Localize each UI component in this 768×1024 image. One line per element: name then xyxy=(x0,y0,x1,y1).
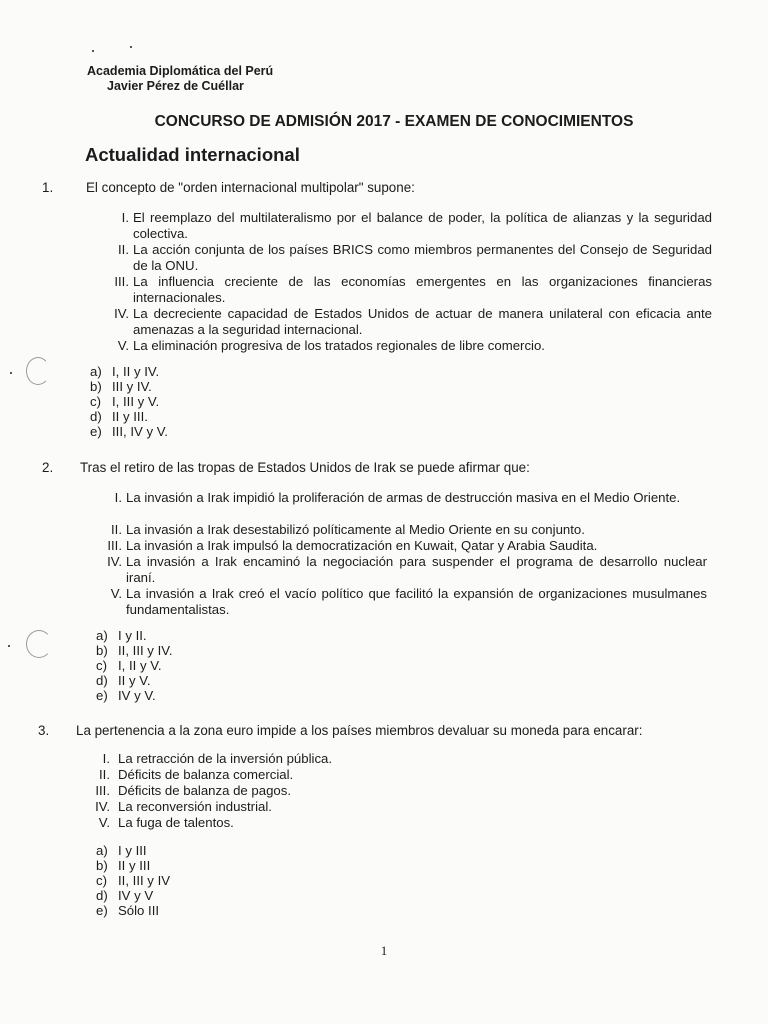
statement xyxy=(88,767,488,783)
statement-numeral: V. xyxy=(117,338,129,353)
option-letter: c) xyxy=(96,873,107,888)
statement-list xyxy=(100,490,707,618)
answer-option[interactable] xyxy=(90,394,168,409)
question-text: La pertenencia a la zona euro impide a los países miembros devaluar su moneda para encarar: xyxy=(76,723,643,738)
statement-numeral: I. xyxy=(102,751,110,766)
statement-text: La invasión a Irak impulsó la democratización en Kuwait, Qatar y Arabia Saudita. xyxy=(126,538,598,553)
statement-numeral: I. xyxy=(114,490,122,505)
option-text: Sólo III xyxy=(118,903,160,918)
option-letter: d) xyxy=(90,409,102,424)
answer-option[interactable] xyxy=(96,843,170,858)
statement xyxy=(107,338,712,354)
statement-numeral: IV. xyxy=(95,799,110,814)
answer-option[interactable] xyxy=(96,673,172,688)
answer-option[interactable] xyxy=(96,903,170,918)
option-text: I y II. xyxy=(118,628,147,643)
option-letter: d) xyxy=(96,888,108,903)
statement xyxy=(107,242,712,274)
answer-option[interactable] xyxy=(96,873,170,888)
section-title: Actualidad internacional xyxy=(85,144,300,165)
option-letter: d) xyxy=(96,673,108,688)
statement-text: La influencia creciente de las economías emergentes en las organizaciones financieras internacionales. xyxy=(133,274,712,305)
option-text: III, IV y V. xyxy=(112,424,168,439)
statement-numeral: V. xyxy=(110,586,122,601)
option-text: IV y V xyxy=(118,888,154,903)
answer-option[interactable] xyxy=(90,409,168,424)
answer-option[interactable] xyxy=(96,858,170,873)
statement xyxy=(88,751,488,767)
option-letter: e) xyxy=(96,903,108,918)
option-letter: b) xyxy=(96,858,108,873)
statement-text: La invasión a Irak impidió la proliferación de armas de destrucción masiva en el Medio Oriente. xyxy=(126,490,681,505)
answer-options xyxy=(90,364,168,439)
statement xyxy=(100,490,707,522)
answer-option[interactable] xyxy=(96,888,170,903)
option-text: I, II y V. xyxy=(118,658,162,673)
question-number: 1. xyxy=(42,180,54,195)
statement-text: Déficits de balanza de pagos. xyxy=(118,783,292,798)
answer-option[interactable] xyxy=(96,658,172,673)
statement-text: Déficits de balanza comercial. xyxy=(118,767,294,782)
institution-subname: Javier Pérez de Cuéllar xyxy=(107,79,244,93)
answer-option[interactable] xyxy=(90,424,168,439)
statement xyxy=(88,783,488,799)
statement-numeral: I. xyxy=(121,210,129,225)
option-letter: b) xyxy=(96,643,108,658)
option-text: I, II y IV. xyxy=(112,364,160,379)
answer-option[interactable] xyxy=(96,628,172,643)
option-text: II y V. xyxy=(118,673,151,688)
statement xyxy=(100,586,707,618)
question-number: 3. xyxy=(38,723,50,738)
statement xyxy=(100,538,707,554)
statement-numeral: IV. xyxy=(114,306,129,321)
statement xyxy=(107,306,712,338)
statement xyxy=(88,815,488,831)
option-text: I, III y V. xyxy=(112,394,160,409)
option-letter: e) xyxy=(96,688,108,703)
statement-text: La eliminación progresiva de los tratados regionales de libre comercio. xyxy=(133,338,545,353)
option-letter: a) xyxy=(96,628,108,643)
statement xyxy=(88,799,488,815)
option-text: II y III xyxy=(118,858,151,873)
statement-numeral: II. xyxy=(111,522,122,537)
statement-list xyxy=(88,751,488,831)
option-text: II, III y IV xyxy=(118,873,171,888)
statement-numeral: III. xyxy=(95,783,110,798)
statement-list xyxy=(107,210,712,354)
question-text: El concepto de "orden internacional multipolar" supone: xyxy=(86,180,415,195)
statement-numeral: V. xyxy=(98,815,110,830)
answer-option[interactable] xyxy=(90,364,168,379)
statement xyxy=(107,210,712,242)
question-number: 2. xyxy=(42,460,54,475)
question-text: Tras el retiro de las tropas de Estados Unidos de Irak se puede afirmar que: xyxy=(80,460,530,475)
exam-title: CONCURSO DE ADMISIÓN 2017 - EXAMEN DE CONOCIMIENTOS xyxy=(154,113,634,130)
option-text: IV y V. xyxy=(118,688,156,703)
institution-name: Academia Diplomática del Perú xyxy=(87,64,274,78)
statement-text: La invasión a Irak creó el vacío político que facilitó la expansión de organizaciones musulmanes fundamentalistas. xyxy=(126,586,707,617)
statement-numeral: IV. xyxy=(107,554,122,569)
punch-hole-mark xyxy=(26,357,50,385)
statement-text: La reconversión industrial. xyxy=(118,799,272,814)
option-text: I y III xyxy=(118,843,147,858)
statement-text: La acción conjunta de los países BRICS como miembros permanentes del Consejo de Seguridad de la ONU. xyxy=(133,242,712,273)
page-number: 1 xyxy=(380,943,388,958)
option-letter: c) xyxy=(90,394,101,409)
option-text: II y III. xyxy=(112,409,148,424)
answer-options xyxy=(96,843,170,918)
statement-text: La retracción de la inversión pública. xyxy=(118,751,333,766)
statement-numeral: III. xyxy=(107,538,122,553)
answer-options xyxy=(96,628,172,703)
statement-numeral: III. xyxy=(114,274,129,289)
scan-speck xyxy=(8,645,10,647)
option-letter: c) xyxy=(96,658,107,673)
option-text: II, III y IV. xyxy=(118,643,173,658)
statement xyxy=(100,522,707,538)
answer-option[interactable] xyxy=(96,688,172,703)
option-letter: a) xyxy=(90,364,102,379)
answer-option[interactable] xyxy=(96,643,172,658)
scan-speck xyxy=(130,46,132,48)
option-letter: b) xyxy=(90,379,102,394)
document-header xyxy=(87,64,273,94)
answer-option[interactable] xyxy=(90,379,168,394)
punch-hole-mark xyxy=(26,630,52,658)
statement-numeral: II. xyxy=(118,242,129,257)
option-text: III y IV. xyxy=(112,379,152,394)
statement-text: La fuga de talentos. xyxy=(118,815,234,830)
statement-text: La decreciente capacidad de Estados Unidos de actuar de manera unilateral con eficacia ante amenazas a la seguridad internacional. xyxy=(133,306,712,337)
statement xyxy=(100,554,707,586)
statement-numeral: II. xyxy=(99,767,110,782)
option-letter: e) xyxy=(90,424,102,439)
statement-text: La invasión a Irak encaminó la negociación para suspender el programa de desarrollo nuclear iraní. xyxy=(126,554,707,585)
scan-speck xyxy=(10,372,12,374)
option-letter: a) xyxy=(96,843,108,858)
statement-text: El reemplazo del multilateralismo por el balance de poder, la política de alianzas y la seguridad colectiva. xyxy=(133,210,712,241)
statement-text: La invasión a Irak desestabilizó políticamente al Medio Oriente en su conjunto. xyxy=(126,522,585,537)
scan-speck xyxy=(92,50,94,52)
statement xyxy=(107,274,712,306)
